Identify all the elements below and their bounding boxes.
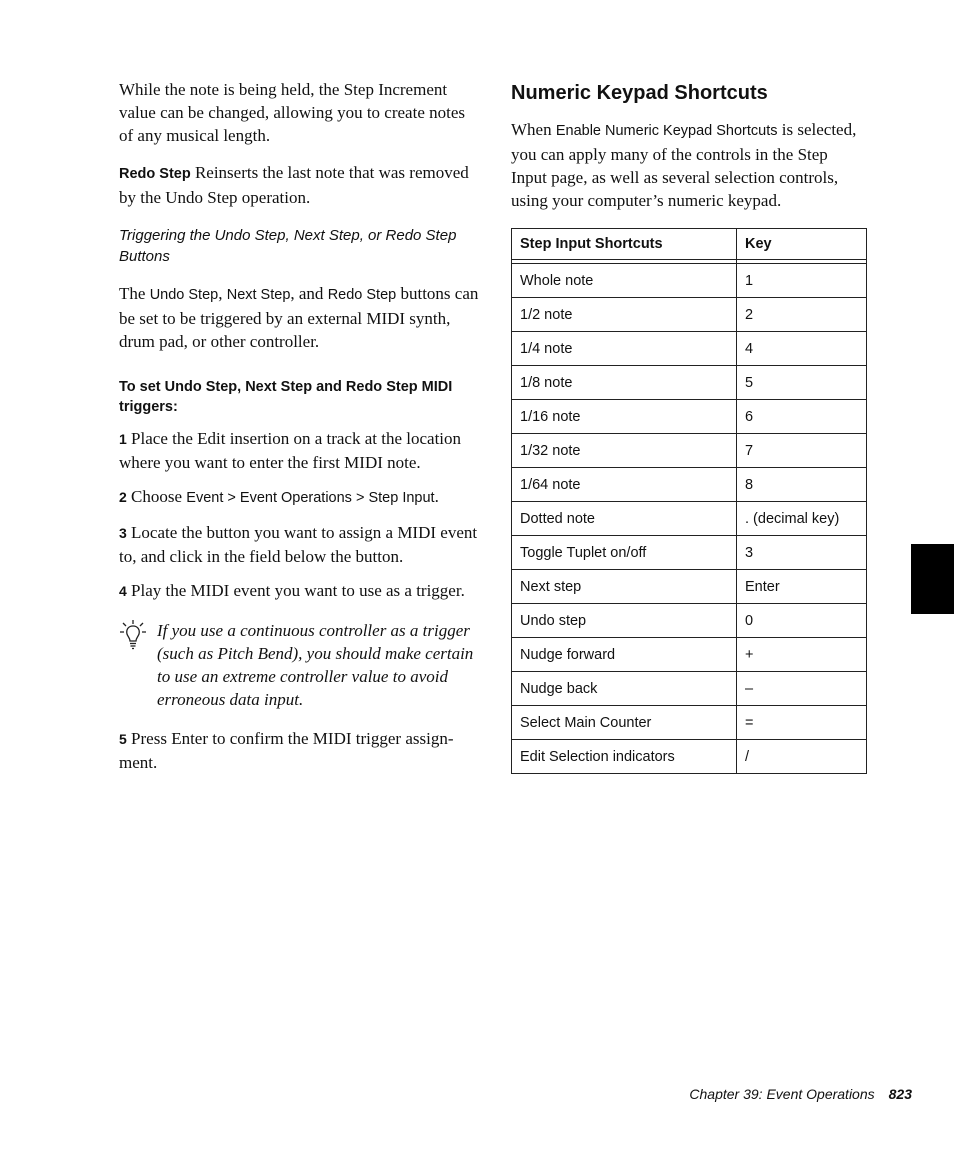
menu-path: Event > Event Operations > Step Input [186,490,435,506]
step-number: 1 [119,431,127,447]
step-number: 5 [119,731,127,747]
shortcut-cell: 1/8 note [512,366,737,400]
paragraph-keypad-intro [511,118,867,212]
paragraph-buttons-triggered [119,282,479,353]
paragraph-step-increment: While the note is being held, the Step Increment value can be changed, allowing you to create notes of any musical length. [119,80,466,145]
key-cell: 1 [737,264,867,298]
step-text: Choose [126,487,187,506]
shortcut-cell: Undo step [512,604,737,638]
step-5 [119,727,479,774]
page-number: 823 [888,1086,912,1102]
left-column [119,78,479,774]
paragraph-redo-step [119,161,479,209]
subheading-triggering: Triggering the Undo Step, Next Step, or Redo Step Buttons [119,227,457,265]
tip-box [119,619,479,711]
chapter-thumb-tab [911,544,954,614]
key-cell: 5 [737,366,867,400]
key-cell: 4 [737,332,867,366]
step-2 [119,485,479,510]
right-column [511,78,867,774]
step-text: Press Enter to confirm the MIDI trigger assignment. [119,729,454,772]
table-row [512,604,867,638]
shortcut-cell: Dotted note [512,502,737,536]
text-segment: , [218,284,227,303]
text-segment: , and [290,284,328,303]
step-number: 3 [119,525,127,541]
key-cell: / [737,740,867,774]
column-header-shortcut: Step Input Shortcuts [512,229,737,260]
shortcut-cell: 1/16 note [512,400,737,434]
text-segment: When [511,120,556,139]
shortcut-cell: Next step [512,570,737,604]
page-footer [689,1086,912,1102]
option-term: Enable Numeric Keypad Shortcuts [555,123,778,139]
procedure-heading: To set Undo Step, Next Step and Redo Step MIDI triggers: [119,379,453,415]
text-segment: is selected, you can apply many of the controls in the Step Input page, as well as several selection controls, using your computer’s numeric keypad. [511,120,857,210]
text-segment: The [119,284,150,303]
table-row [512,638,867,672]
table-row [512,264,867,298]
table-row [512,502,867,536]
shortcut-cell: Toggle Tuplet on/off [512,536,737,570]
chapter-title: Chapter 39: Event Operations [689,1086,875,1102]
key-cell: Enter [737,570,867,604]
shortcut-cell: Whole note [512,264,737,298]
redo-step-text: Reinserts the last note that was removed by the Undo Step operation. [119,163,469,207]
redo-step-term: Redo Step [327,287,397,303]
shortcuts-table [511,228,867,774]
shortcut-cell: Nudge back [512,672,737,706]
table-row [512,366,867,400]
table-row [512,536,867,570]
key-cell: = [737,706,867,740]
key-cell: 7 [737,434,867,468]
key-cell: 8 [737,468,867,502]
table-row [512,570,867,604]
tip-text: If you use a continuous controller as a trigger (such as Pitch Bend), you should make certain to use an extreme controller value to avoid erroneous data input. [157,621,474,709]
key-cell: 3 [737,536,867,570]
shortcut-cell: Edit Selection indicators [512,740,737,774]
step-4 [119,579,479,603]
key-cell: 2 [737,298,867,332]
table-row [512,298,867,332]
shortcut-cell: Select Main Counter [512,706,737,740]
key-cell: – [737,672,867,706]
table-row [512,332,867,366]
table-row [512,740,867,774]
shortcut-cell: 1/64 note [512,468,737,502]
lightbulb-icon [119,619,157,711]
undo-step-term: Undo Step [149,287,219,303]
step-text: Place the Edit insertion on a track at the location where you want to enter the first MIDI note. [119,429,462,472]
table-header-row [512,229,867,260]
step-text: . [434,487,439,506]
section-heading: Numeric Keypad Shortcuts [511,82,768,104]
step-text: Play the MIDI event you want to use as a trigger. [126,581,465,600]
step-number: 2 [119,489,127,505]
shortcut-cell: 1/32 note [512,434,737,468]
next-step-term: Next Step [226,287,291,303]
shortcut-cell: 1/4 note [512,332,737,366]
shortcut-cell: Nudge forward [512,638,737,672]
table-row [512,468,867,502]
key-cell: . (decimal key) [737,502,867,536]
step-3 [119,521,479,568]
table-row [512,672,867,706]
step-number: 4 [119,583,127,599]
column-header-key: Key [737,229,867,260]
table-row [512,434,867,468]
text-segment: buttons can be set to be triggered by an external MIDI synth, drum pad, or other controller. [119,284,479,351]
table-row [512,706,867,740]
redo-step-term: Redo Step [119,166,191,182]
table-row [512,400,867,434]
key-cell: + [737,638,867,672]
step-text: Locate the button you want to assign a MIDI event to, and click in the field below the button. [119,523,478,566]
step-1 [119,427,479,474]
shortcut-cell: 1/2 note [512,298,737,332]
key-cell: 6 [737,400,867,434]
key-cell: 0 [737,604,867,638]
